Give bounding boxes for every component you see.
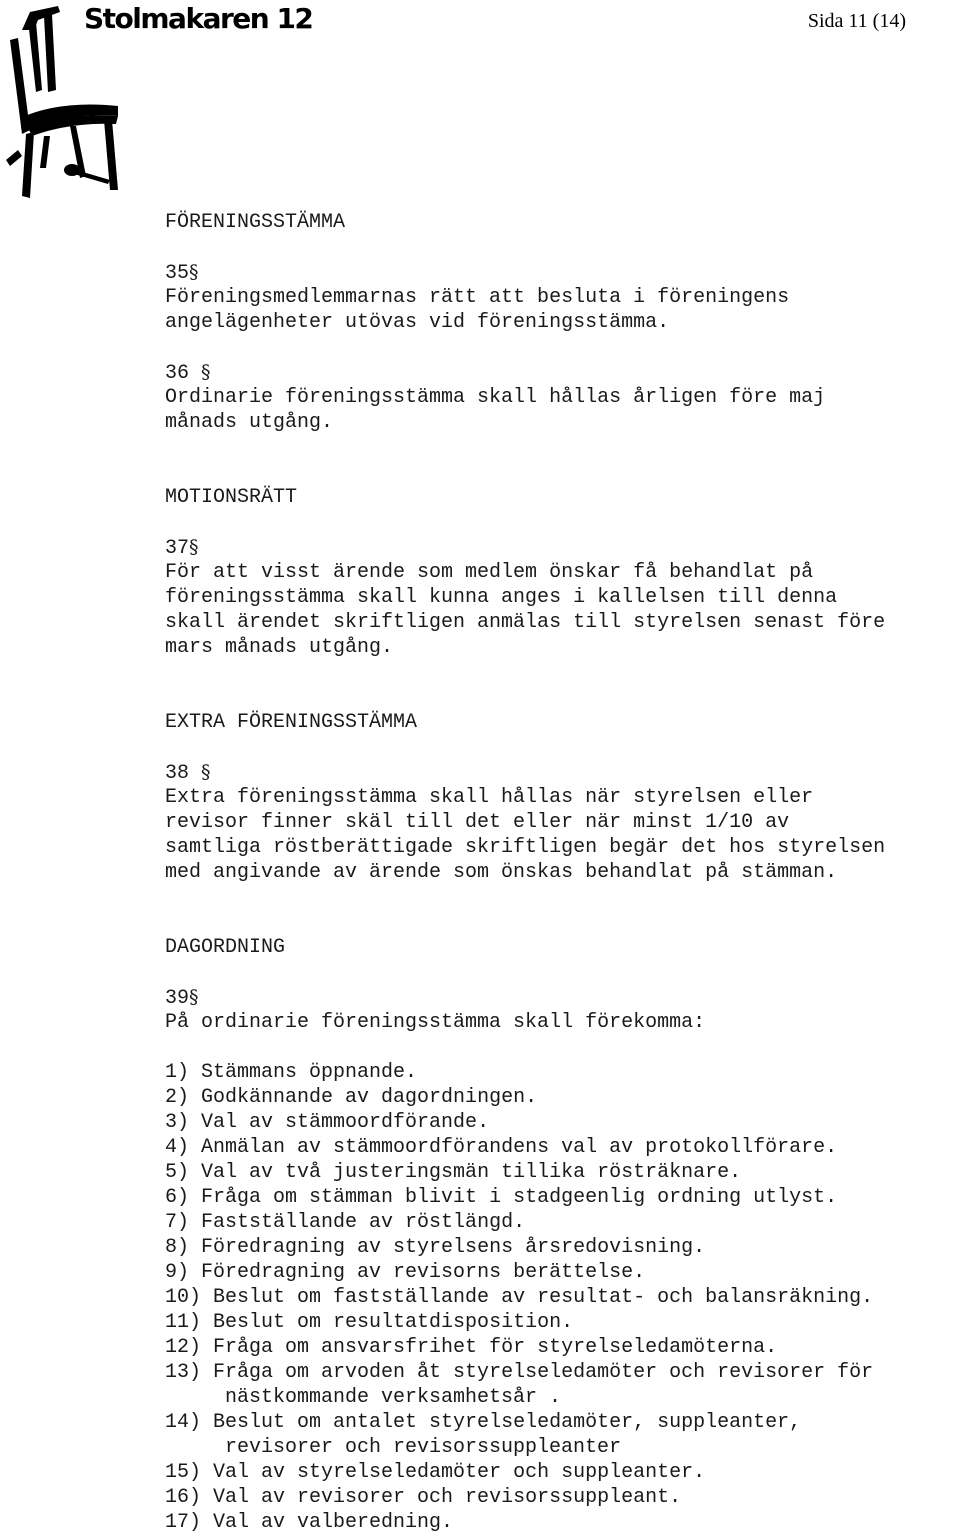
agenda-item: [165, 1510, 960, 1535]
agenda-item-number: 3): [165, 1111, 190, 1134]
agenda-item-number: 12): [165, 1336, 202, 1359]
paragraph-number: 35§: [165, 261, 199, 285]
paragraph-line: med angivande av ärende som önskas behandlat på stämman.: [165, 861, 838, 884]
agenda-item: [165, 1160, 960, 1185]
agenda-item: [165, 1135, 960, 1160]
agenda-item-continuation: nästkommande verksamhetsår .: [225, 1386, 562, 1409]
agenda-item-number: 4): [165, 1136, 190, 1159]
agenda-item: [165, 1285, 960, 1310]
logo-title: Stolmakaren 12: [84, 2, 313, 35]
agenda-item-text: Beslut om resultatdisposition.: [201, 1311, 574, 1334]
logo: [0, 0, 313, 205]
agenda-item: [165, 1335, 960, 1360]
paragraph-line: Extra föreningsstämma skall hållas när styrelsen eller: [165, 786, 814, 809]
paragraph: [165, 760, 960, 885]
paragraph-line: angelägenheter utövas vid föreningsstämma.: [165, 311, 670, 334]
section-heading: MOTIONSRÄTT: [165, 486, 298, 509]
agenda-item-text: Val av styrelseledamöter och suppleanter.: [201, 1461, 706, 1484]
paragraph-number: 39§: [165, 986, 199, 1010]
agenda-item-text: Fråga om arvoden åt styrelseledamöter och revisorer för: [201, 1361, 874, 1384]
agenda-item-text: Anmälan av stämmoordförandens val av protokollförare.: [189, 1136, 838, 1159]
agenda-item-text: Val av revisorer och revisorssuppleant.: [201, 1486, 682, 1509]
agenda-item-number: 6): [165, 1186, 190, 1209]
agenda-item: [165, 1235, 960, 1260]
agenda-item: [165, 1485, 960, 1510]
section-heading: FÖRENINGSSTÄMMA: [165, 211, 346, 234]
agenda-item-text: Beslut om fastställande av resultat- och balansräkning.: [201, 1286, 874, 1309]
section-heading: DAGORDNING: [165, 936, 286, 959]
agenda-item-number: 13): [165, 1361, 202, 1384]
agenda-item: [165, 1460, 960, 1485]
agenda-item-number: 7): [165, 1211, 190, 1234]
agenda-item-number: 2): [165, 1086, 190, 1109]
section-sign-icon: §: [189, 986, 199, 1008]
page-number: Sida 11 (14): [807, 10, 906, 32]
agenda-item-text: Fastställande av röstlängd.: [189, 1211, 526, 1234]
paragraph: [165, 360, 960, 435]
agenda-item-text: Stämmans öppnande.: [189, 1061, 418, 1084]
agenda-item-number: 1): [165, 1061, 190, 1084]
section-sign-icon: §: [201, 761, 211, 783]
agenda-item: [165, 1085, 960, 1110]
agenda-item-text: Föredragning av styrelsens årsredovisning.: [189, 1236, 706, 1259]
agenda-item-text: Val av valberedning.: [201, 1511, 454, 1534]
agenda-item-continuation: revisorer och revisorssuppleanter: [225, 1436, 622, 1459]
agenda-item: [165, 1260, 960, 1285]
section-sign-icon: §: [201, 361, 211, 383]
agenda-item: [165, 1360, 960, 1410]
agenda-item-text: Val av två justeringsmän tillika rösträknare.: [189, 1161, 742, 1184]
agenda-item-number: 5): [165, 1161, 190, 1184]
paragraph-line: För att visst ärende som medlem önskar få behandlat på: [165, 561, 814, 584]
agenda-item: [165, 1210, 960, 1235]
agenda-item-number: 17): [165, 1511, 202, 1534]
section-sign-icon: §: [189, 536, 199, 558]
paragraph-line: Ordinarie föreningsstämma skall hållas årligen före maj: [165, 386, 826, 409]
paragraph-number: 36 §: [165, 361, 211, 385]
agenda-item-text: Beslut om antalet styrelseledamöter, suppleanter,: [201, 1411, 802, 1434]
paragraph: [165, 260, 960, 335]
agenda-item-text: Fråga om stämman blivit i stadgeenlig ordning utlyst.: [189, 1186, 838, 1209]
agenda-item: [165, 1185, 960, 1210]
agenda-item-text: Föredragning av revisorns berättelse.: [189, 1261, 646, 1284]
document-body: [165, 210, 960, 1535]
agenda-item: [165, 1410, 960, 1460]
agenda-item-number: 9): [165, 1261, 190, 1284]
paragraph-number: 38 §: [165, 761, 211, 785]
paragraph-line: revisor finner skäl till det eller när minst 1/10 av: [165, 811, 790, 834]
agenda-item-text: Fråga om ansvarsfrihet för styrelseledamöterna.: [201, 1336, 778, 1359]
agenda-item-text: Val av stämmoordförande.: [189, 1111, 490, 1134]
agenda-item-number: 10): [165, 1286, 202, 1309]
section-sign-icon: §: [189, 261, 199, 283]
agenda-item: [165, 1110, 960, 1135]
agenda-item: [165, 1310, 960, 1335]
agenda-item: [165, 1060, 960, 1085]
paragraph-line: mars månads utgång.: [165, 636, 394, 659]
paragraph: [165, 985, 960, 1035]
agenda-item-number: 16): [165, 1486, 202, 1509]
agenda-list: [165, 1060, 960, 1535]
paragraph-line: samtliga röstberättigade skriftligen begär det hos styrelsen: [165, 836, 886, 859]
paragraph-line: föreningsstämma skall kunna anges i kallelsen till denna: [165, 586, 838, 609]
paragraph: [165, 535, 960, 660]
paragraph-line: Föreningsmedlemmarnas rätt att besluta i föreningens: [165, 286, 790, 309]
paragraph-line: månads utgång.: [165, 411, 334, 434]
agenda-item-number: 15): [165, 1461, 202, 1484]
paragraph-line: skall ärendet skriftligen anmälas till styrelsen senast före: [165, 611, 886, 634]
section-heading: EXTRA FÖRENINGSSTÄMMA: [165, 711, 418, 734]
agenda-item-number: 11): [165, 1311, 202, 1334]
paragraph-line: På ordinarie föreningsstämma skall förekomma:: [165, 1011, 706, 1034]
agenda-item-number: 8): [165, 1236, 190, 1259]
paragraph-number: 37§: [165, 536, 199, 560]
agenda-item-text: Godkännande av dagordningen.: [189, 1086, 538, 1109]
agenda-item-number: 14): [165, 1411, 202, 1434]
